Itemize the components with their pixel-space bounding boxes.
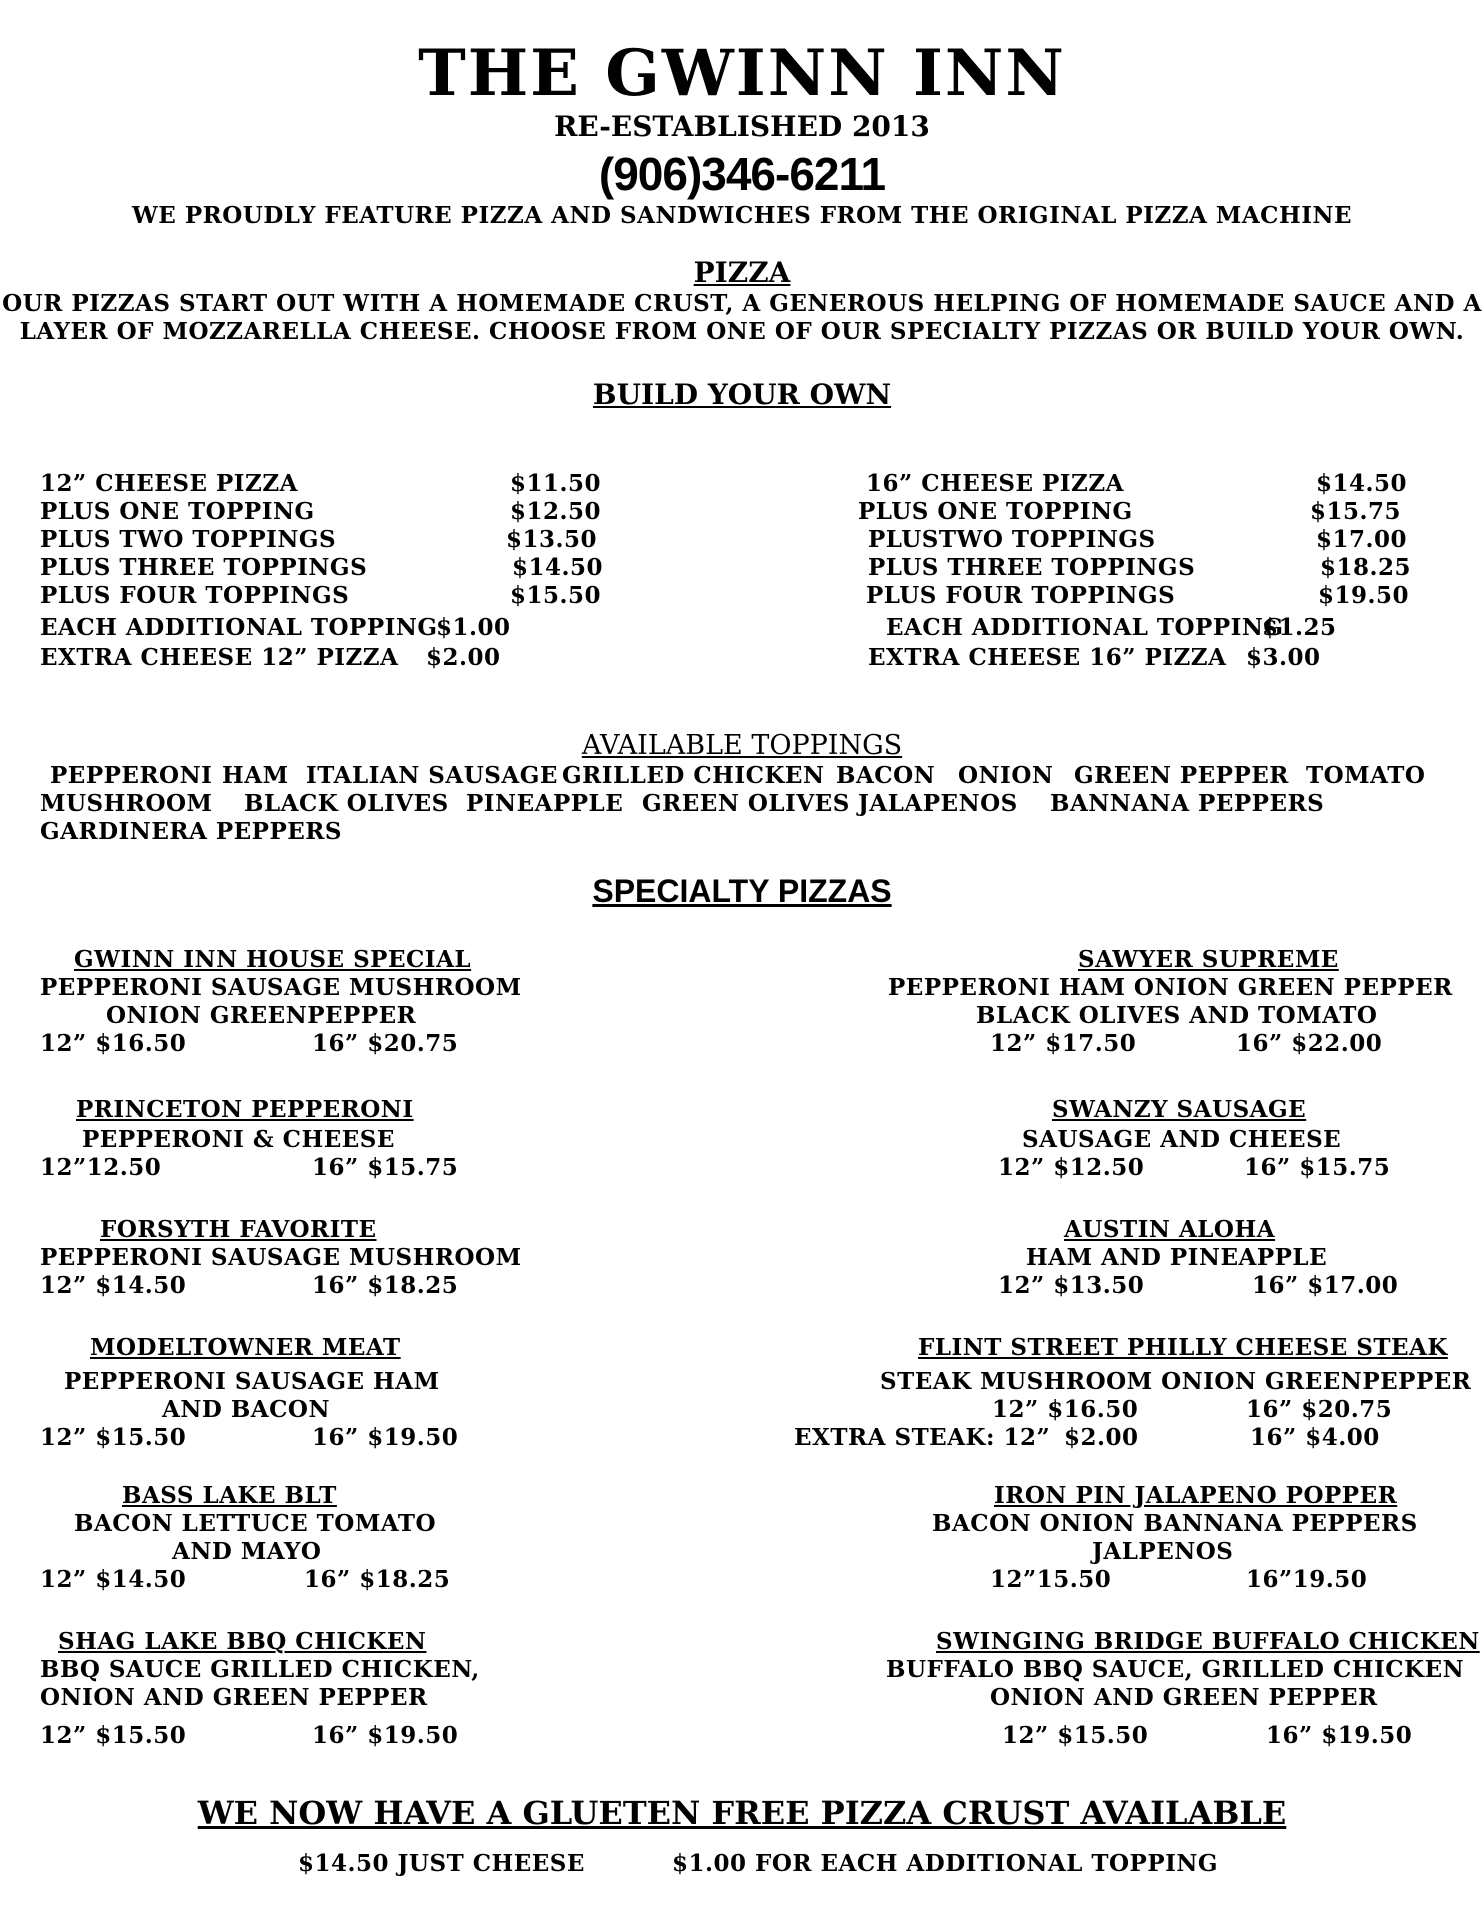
- topping-item: PINEAPPLE: [466, 790, 624, 817]
- pizza-price-16: 16” $20.75: [312, 1030, 459, 1057]
- build-your-own-heading: BUILD YOUR OWN: [592, 378, 892, 411]
- pizza-name: FORSYTH FAVORITE: [100, 1216, 377, 1243]
- pizza-intro-line2: LAYER OF MOZZARELLA CHEESE. CHOOSE FROM ONE OF OUR SPECIALTY PIZZAS OR BUILD YOUR OWN.: [19, 318, 1465, 345]
- pizza-desc: PEPPERONI & CHEESE: [82, 1126, 395, 1153]
- pizza-price-16: 16” $18.25: [312, 1272, 459, 1299]
- price-value: $12.50: [510, 498, 602, 525]
- gluten-free-cheese-price: $14.50 JUST CHEESE: [298, 1850, 585, 1877]
- pizza-name: PRINCETON PEPPERONI: [76, 1096, 414, 1123]
- price-label: EXTRA CHEESE 12” PIZZA: [40, 644, 399, 671]
- established-line: RE-ESTABLISHED 2013: [554, 110, 930, 143]
- pizza-name: IRON PIN JALAPENO POPPER: [994, 1482, 1398, 1509]
- pizza-price-12: 12” $12.50: [998, 1154, 1145, 1181]
- pizza-price-16: 16” $19.50: [312, 1424, 459, 1451]
- pizza-desc: ONION AND GREEN PEPPER: [40, 1684, 428, 1711]
- price-label: PLUS FOUR TOPPINGS: [40, 582, 350, 609]
- topping-item: BACON: [836, 762, 936, 789]
- price-value: $15.50: [510, 582, 602, 609]
- price-value: $17.00: [1316, 526, 1408, 553]
- price-value: $1.25: [1262, 614, 1337, 641]
- pizza-price-16: 16” $18.25: [304, 1566, 451, 1593]
- pizza-name: SHAG LAKE BBQ CHICKEN: [58, 1628, 427, 1655]
- price-value: $2.00: [426, 644, 501, 671]
- price-value: $11.50: [510, 470, 602, 497]
- topping-item: GREEN PEPPER: [1074, 762, 1289, 789]
- pizza-name: MODELTOWNER MEAT: [90, 1334, 401, 1361]
- feature-line: WE PROUDLY FEATURE PIZZA AND SANDWICHES FROM THE ORIGINAL PIZZA MACHINE: [131, 202, 1353, 229]
- pizza-price-12: 12” $14.50: [40, 1566, 187, 1593]
- pizza-desc: HAM AND PINEAPPLE: [1026, 1244, 1328, 1271]
- gluten-free-heading: WE NOW HAVE A GLUETEN FREE PIZZA CRUST AVAILABLE: [197, 1794, 1287, 1832]
- pizza-name: AUSTIN ALOHA: [1064, 1216, 1276, 1243]
- topping-item: TOMATO: [1306, 762, 1426, 789]
- pizza-price-16: 16” $15.75: [312, 1154, 459, 1181]
- pizza-price-16: 16” $20.75: [1246, 1396, 1393, 1423]
- price-label: 16” CHEESE PIZZA: [866, 470, 1124, 497]
- pizza-name: SWINGING BRIDGE BUFFALO CHICKEN: [936, 1628, 1480, 1655]
- price-value: $1.00: [436, 614, 511, 641]
- price-label: PLUS THREE TOPPINGS: [868, 554, 1196, 581]
- price-value: $19.50: [1318, 582, 1410, 609]
- pizza-price-12: 12” $15.50: [40, 1424, 187, 1451]
- pizza-desc: PEPPERONI HAM ONION GREEN PEPPER: [888, 974, 1453, 1001]
- topping-item: ONION: [958, 762, 1054, 789]
- pizza-name: SAWYER SUPREME: [1078, 946, 1339, 973]
- gluten-free-topping-price: $1.00 FOR EACH ADDITIONAL TOPPING: [672, 1850, 1219, 1877]
- toppings-heading: AVAILABLE TOPPINGS: [581, 730, 903, 761]
- phone-number: (906)346-6211: [598, 148, 886, 200]
- pizza-desc: JALPENOS: [1092, 1538, 1234, 1565]
- price-value: $18.25: [1320, 554, 1412, 581]
- pizza-price-12: 12”15.50: [990, 1566, 1112, 1593]
- pizza-heading: PIZZA: [693, 256, 791, 289]
- price-value: $14.50: [1316, 470, 1408, 497]
- price-label: 12” CHEESE PIZZA: [40, 470, 298, 497]
- pizza-name: FLINT STREET PHILLY CHEESE STEAK: [918, 1334, 1448, 1361]
- pizza-desc: BBQ SAUCE GRILLED CHICKEN,: [40, 1656, 480, 1683]
- topping-item: GARDINERA PEPPERS: [40, 818, 342, 845]
- price-value: $13.50: [506, 526, 598, 553]
- price-label: PLUS ONE TOPPING: [40, 498, 315, 525]
- topping-item: MUSHROOM: [40, 790, 213, 817]
- extra-steak-12: $2.00: [1064, 1424, 1139, 1451]
- extra-steak-label: EXTRA STEAK: 12”: [794, 1424, 1051, 1451]
- extra-steak-16: 16” $4.00: [1250, 1424, 1380, 1451]
- topping-item: GRILLED CHICKEN: [562, 762, 825, 789]
- price-label: PLUSTWO TOPPINGS: [868, 526, 1156, 553]
- pizza-desc: PEPPERONI SAUSAGE HAM: [64, 1368, 440, 1395]
- price-label: EACH ADDITIONAL TOPPING: [40, 614, 438, 641]
- topping-item: JALAPENOS: [858, 790, 1018, 817]
- pizza-price-12: 12” $16.50: [992, 1396, 1139, 1423]
- price-value: $15.75: [1310, 498, 1402, 525]
- pizza-price-16: 16” $17.00: [1252, 1272, 1399, 1299]
- pizza-intro-line1: OUR PIZZAS START OUT WITH A HOMEMADE CRUST, A GENEROUS HELPING OF HOMEMADE SAUCE AND A: [2, 290, 1482, 317]
- price-value: $14.50: [512, 554, 604, 581]
- price-label: PLUS FOUR TOPPINGS: [866, 582, 1176, 609]
- pizza-desc: SAUSAGE AND CHEESE: [1022, 1126, 1342, 1153]
- topping-item: GREEN OLIVES: [642, 790, 850, 817]
- pizza-price-12: 12” $13.50: [998, 1272, 1145, 1299]
- price-label: EXTRA CHEESE 16” PIZZA: [868, 644, 1227, 671]
- pizza-price-16: 16”19.50: [1246, 1566, 1368, 1593]
- pizza-price-12: 12” $17.50: [990, 1030, 1137, 1057]
- restaurant-title: THE GWINN INN: [418, 36, 1066, 111]
- pizza-price-12: 12”12.50: [40, 1154, 162, 1181]
- topping-item: HAM: [222, 762, 289, 789]
- pizza-price-16: 16” $15.75: [1244, 1154, 1391, 1181]
- specialty-heading: SPECIALTY PIZZAS: [592, 873, 892, 909]
- pizza-name: SWANZY SAUSAGE: [1052, 1096, 1307, 1123]
- price-label: PLUS ONE TOPPING: [858, 498, 1133, 525]
- pizza-name: GWINN INN HOUSE SPECIAL: [74, 946, 472, 973]
- price-value: $3.00: [1246, 644, 1321, 671]
- topping-item: ITALIAN SAUSAGE: [306, 762, 558, 789]
- pizza-price-16: 16” $19.50: [1266, 1722, 1413, 1749]
- pizza-desc: PEPPERONI SAUSAGE MUSHROOM: [40, 974, 522, 1001]
- pizza-price-12: 12” $16.50: [40, 1030, 187, 1057]
- pizza-price-12: 12” $15.50: [1002, 1722, 1149, 1749]
- pizza-desc: ONION AND GREEN PEPPER: [990, 1684, 1378, 1711]
- pizza-price-12: 12” $14.50: [40, 1272, 187, 1299]
- pizza-name: BASS LAKE BLT: [122, 1482, 337, 1509]
- pizza-price-16: 16” $19.50: [312, 1722, 459, 1749]
- topping-item: BLACK OLIVES: [244, 790, 449, 817]
- price-label: EACH ADDITIONAL TOPPING: [886, 614, 1284, 641]
- pizza-desc: AND BACON: [162, 1396, 330, 1423]
- pizza-price-16: 16” $22.00: [1236, 1030, 1383, 1057]
- price-label: PLUS THREE TOPPINGS: [40, 554, 368, 581]
- pizza-desc: BACON LETTUCE TOMATO: [74, 1510, 437, 1537]
- pizza-desc: ONION GREENPEPPER: [106, 1002, 417, 1029]
- topping-item: PEPPERONI: [50, 762, 213, 789]
- pizza-desc: BUFFALO BBQ SAUCE, GRILLED CHICKEN: [886, 1656, 1465, 1683]
- price-label: PLUS TWO TOPPINGS: [40, 526, 337, 553]
- pizza-desc: STEAK MUSHROOM ONION GREENPEPPER: [880, 1368, 1472, 1395]
- pizza-desc: BLACK OLIVES AND TOMATO: [976, 1002, 1378, 1029]
- pizza-price-12: 12” $15.50: [40, 1722, 187, 1749]
- pizza-desc: PEPPERONI SAUSAGE MUSHROOM: [40, 1244, 522, 1271]
- topping-item: BANNANA PEPPERS: [1050, 790, 1325, 817]
- pizza-desc: AND MAYO: [172, 1538, 322, 1565]
- pizza-desc: BACON ONION BANNANA PEPPERS: [932, 1510, 1418, 1537]
